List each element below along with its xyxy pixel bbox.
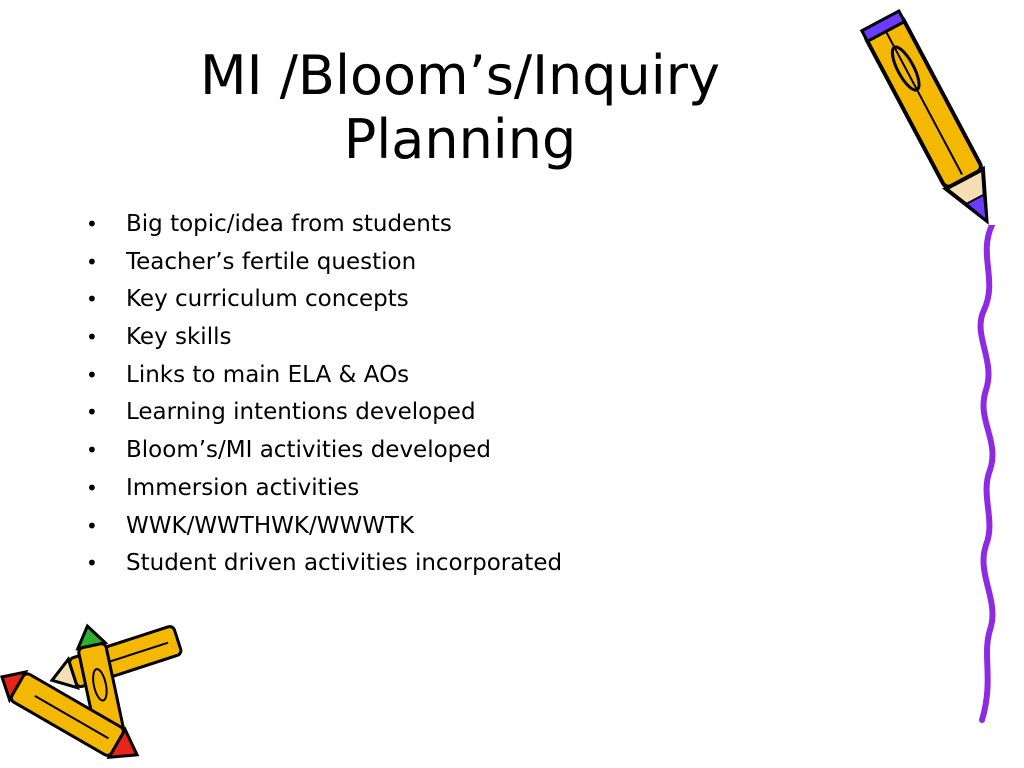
bullet-item	[84, 508, 562, 546]
bullet-text: Key skills	[126, 324, 232, 351]
title-line-1: MI /Bloom’s/Inquiry	[200, 44, 720, 107]
bullet-text: Bloom’s/MI activities developed	[126, 437, 492, 464]
bullet-item	[84, 357, 562, 395]
crayons-icon	[0, 615, 215, 765]
bullet-dot: •	[86, 212, 98, 236]
bullet-dot: •	[86, 551, 98, 576]
bullet-dot: •	[86, 475, 98, 500]
bullet-text: Learning intentions developed	[126, 399, 476, 426]
slide-title	[60, 44, 860, 172]
bullet-dot: •	[86, 287, 98, 312]
bullet-text: WWK/WWTHWK/WWWTK	[126, 512, 415, 539]
title-line-2: Planning	[343, 108, 577, 171]
bullet-dot: •	[86, 438, 98, 463]
bullet-item	[84, 394, 562, 432]
bullet-text: Key curriculum concepts	[126, 286, 409, 313]
bullet-text: Student driven activities incorporated	[126, 550, 563, 577]
bullet-list	[84, 206, 562, 583]
bullet-item	[84, 244, 562, 282]
bullet-item	[84, 319, 562, 357]
pencil-icon	[858, 2, 1008, 242]
bullet-text: Teacher’s fertile question	[126, 248, 417, 275]
bullet-text: Immersion activities	[126, 474, 360, 501]
squiggle-line	[950, 225, 1020, 725]
bullet-dot: •	[86, 249, 98, 274]
bullet-text: Big topic/idea from students	[126, 211, 452, 237]
bullet-text: Links to main ELA & AOs	[126, 361, 410, 388]
bullet-item	[84, 470, 562, 508]
bullet-dot: •	[86, 362, 98, 387]
bullet-dot: •	[86, 400, 98, 425]
bullet-dot: •	[86, 513, 98, 538]
bullet-item	[84, 432, 562, 470]
bullet-item	[84, 281, 562, 319]
bullet-item	[84, 206, 562, 244]
bullet-item	[84, 545, 562, 583]
bullet-dot: •	[86, 325, 98, 350]
